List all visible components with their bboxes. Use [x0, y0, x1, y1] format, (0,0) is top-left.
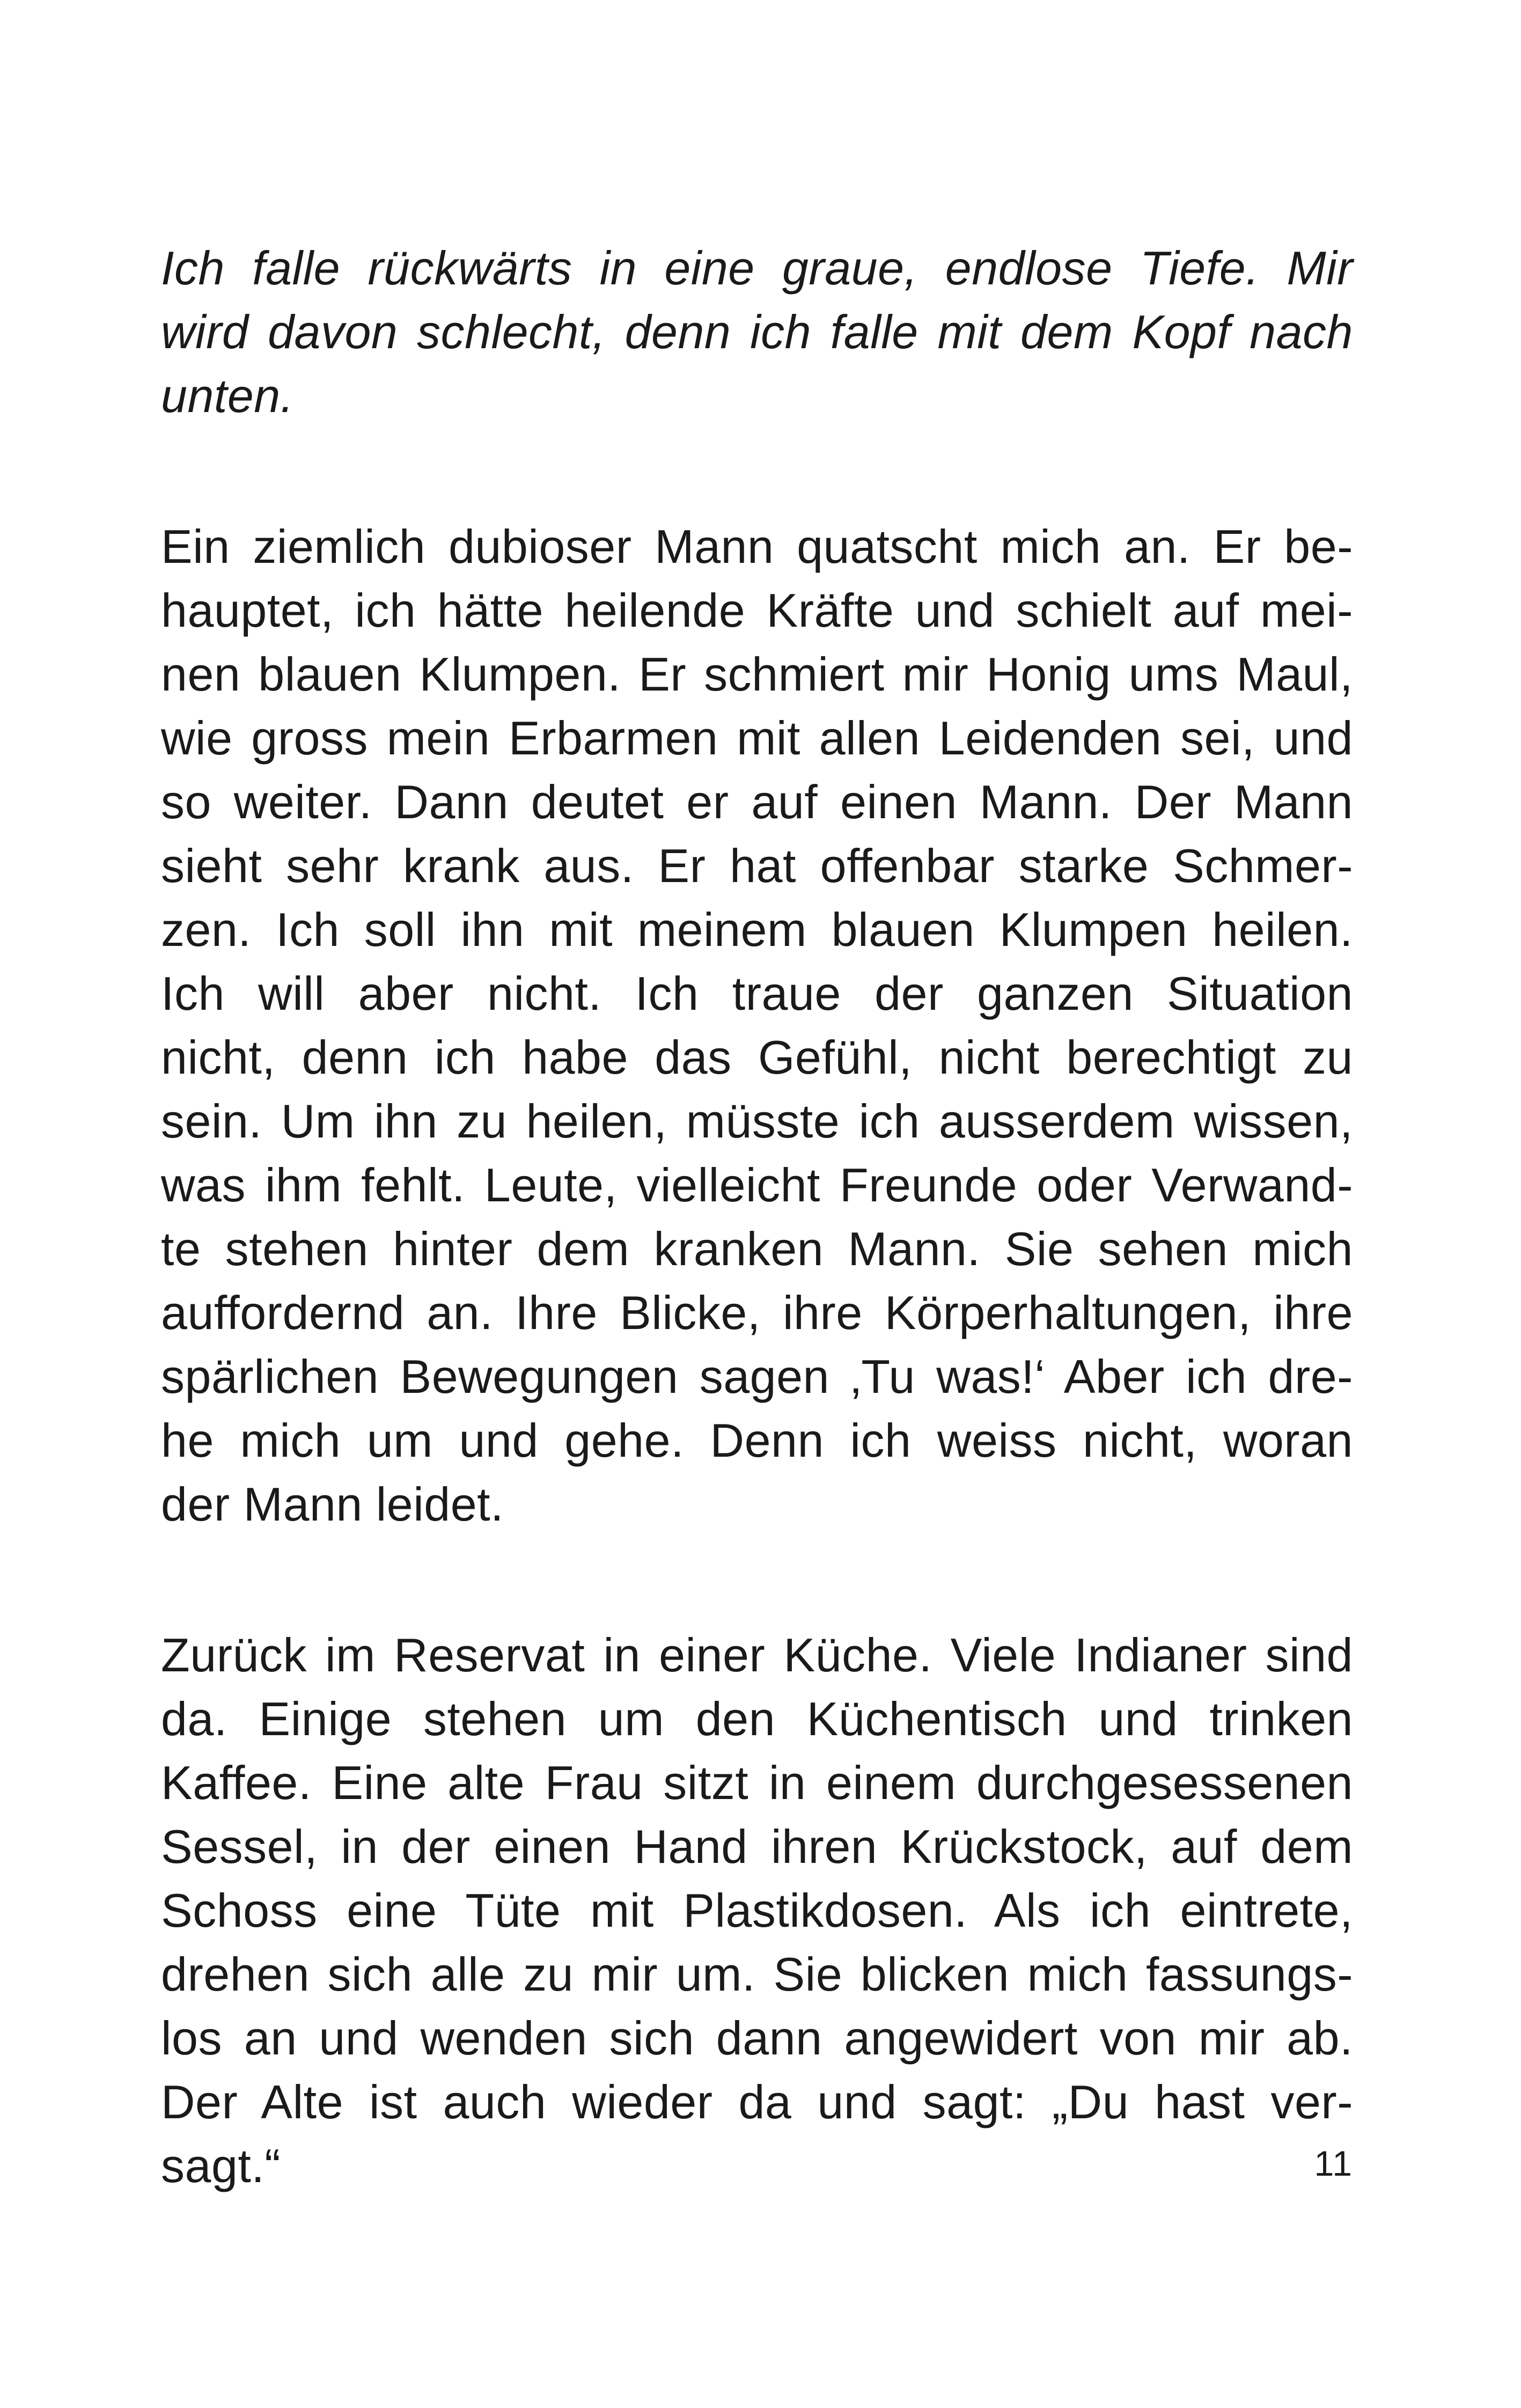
- text-line: wie gross mein Erbarmen mit allen Leidenden sei, und: [161, 711, 1353, 765]
- text-line: auffordernd an. Ihre Blicke, ihre Körperhaltungen, ihre: [161, 1286, 1353, 1339]
- text-line: da. Einige stehen um den Küchentisch und trinken: [161, 1692, 1353, 1745]
- text-line: drehen sich alle zu mir um. Sie blicken mich fassungs-: [161, 1948, 1353, 2001]
- text-line: he mich um und gehe. Denn ich weiss nicht, woran: [161, 1414, 1353, 1467]
- text-line: hauptet, ich hätte heilende Kräfte und schielt auf mei-: [161, 584, 1353, 637]
- text-line: Der Alte ist auch wieder da und sagt: „Du hast ver-: [161, 2075, 1353, 2128]
- page-number: 11: [1314, 2143, 1353, 2183]
- text-line: los an und wenden sich dann angewidert von mir ab.: [161, 2011, 1353, 2065]
- text-line: nen blauen Klumpen. Er schmiert mir Honig ums Maul,: [161, 648, 1353, 701]
- text-line: unten.: [161, 369, 294, 422]
- text-line: sieht sehr krank aus. Er hat offenbar starke Schmer-: [161, 839, 1353, 892]
- text-line: Schoss eine Tüte mit Plastikdosen. Als ich eintrete,: [161, 1884, 1353, 1937]
- text-line: wird davon schlecht, denn ich falle mit dem Kopf nach: [161, 305, 1353, 358]
- paragraph-reservation-kitchen: [161, 1623, 1353, 2198]
- text-line: zen. Ich soll ihn mit meinem blauen Klumpen heilen.: [161, 903, 1353, 956]
- text-line: was ihm fehlt. Leute, vielleicht Freunde oder Verwand-: [161, 1158, 1353, 1212]
- text-line: sein. Um ihn zu heilen, müsste ich ausserdem wissen,: [161, 1095, 1353, 1148]
- text-line: te stehen hinter dem kranken Mann. Sie sehen mich: [161, 1222, 1353, 1275]
- text-line: Kaffee. Eine alte Frau sitzt in einem durchgesessenen: [161, 1756, 1353, 1809]
- page-body: [161, 236, 1353, 2343]
- text-line: nicht, denn ich habe das Gefühl, nicht berechtigt zu: [161, 1031, 1353, 1084]
- text-line: Zurück im Reservat in einer Küche. Viele Indianer sind: [161, 1628, 1353, 1682]
- text-line: Sessel, in der einen Hand ihren Krückstock, auf dem: [161, 1820, 1353, 1873]
- text-line: Ich falle rückwärts in eine graue, endlose Tiefe. Mir: [161, 241, 1353, 295]
- text-line: sagt.“: [161, 2139, 281, 2192]
- text-line: so weiter. Dann deutet er auf einen Mann. Der Mann: [161, 775, 1353, 828]
- text-line: Ich will aber nicht. Ich traue der ganzen Situation: [161, 967, 1353, 1020]
- paragraph-dream-intro: [161, 236, 1353, 428]
- text-line: spärlichen Bewegungen sagen ‚Tu was!‘ Aber ich dre-: [161, 1350, 1353, 1403]
- text-line: der Mann leidet.: [161, 1478, 504, 1531]
- paragraph-dubious-man: [161, 515, 1353, 1536]
- text-line: Ein ziemlich dubioser Mann quatscht mich an. Er be-: [161, 520, 1353, 573]
